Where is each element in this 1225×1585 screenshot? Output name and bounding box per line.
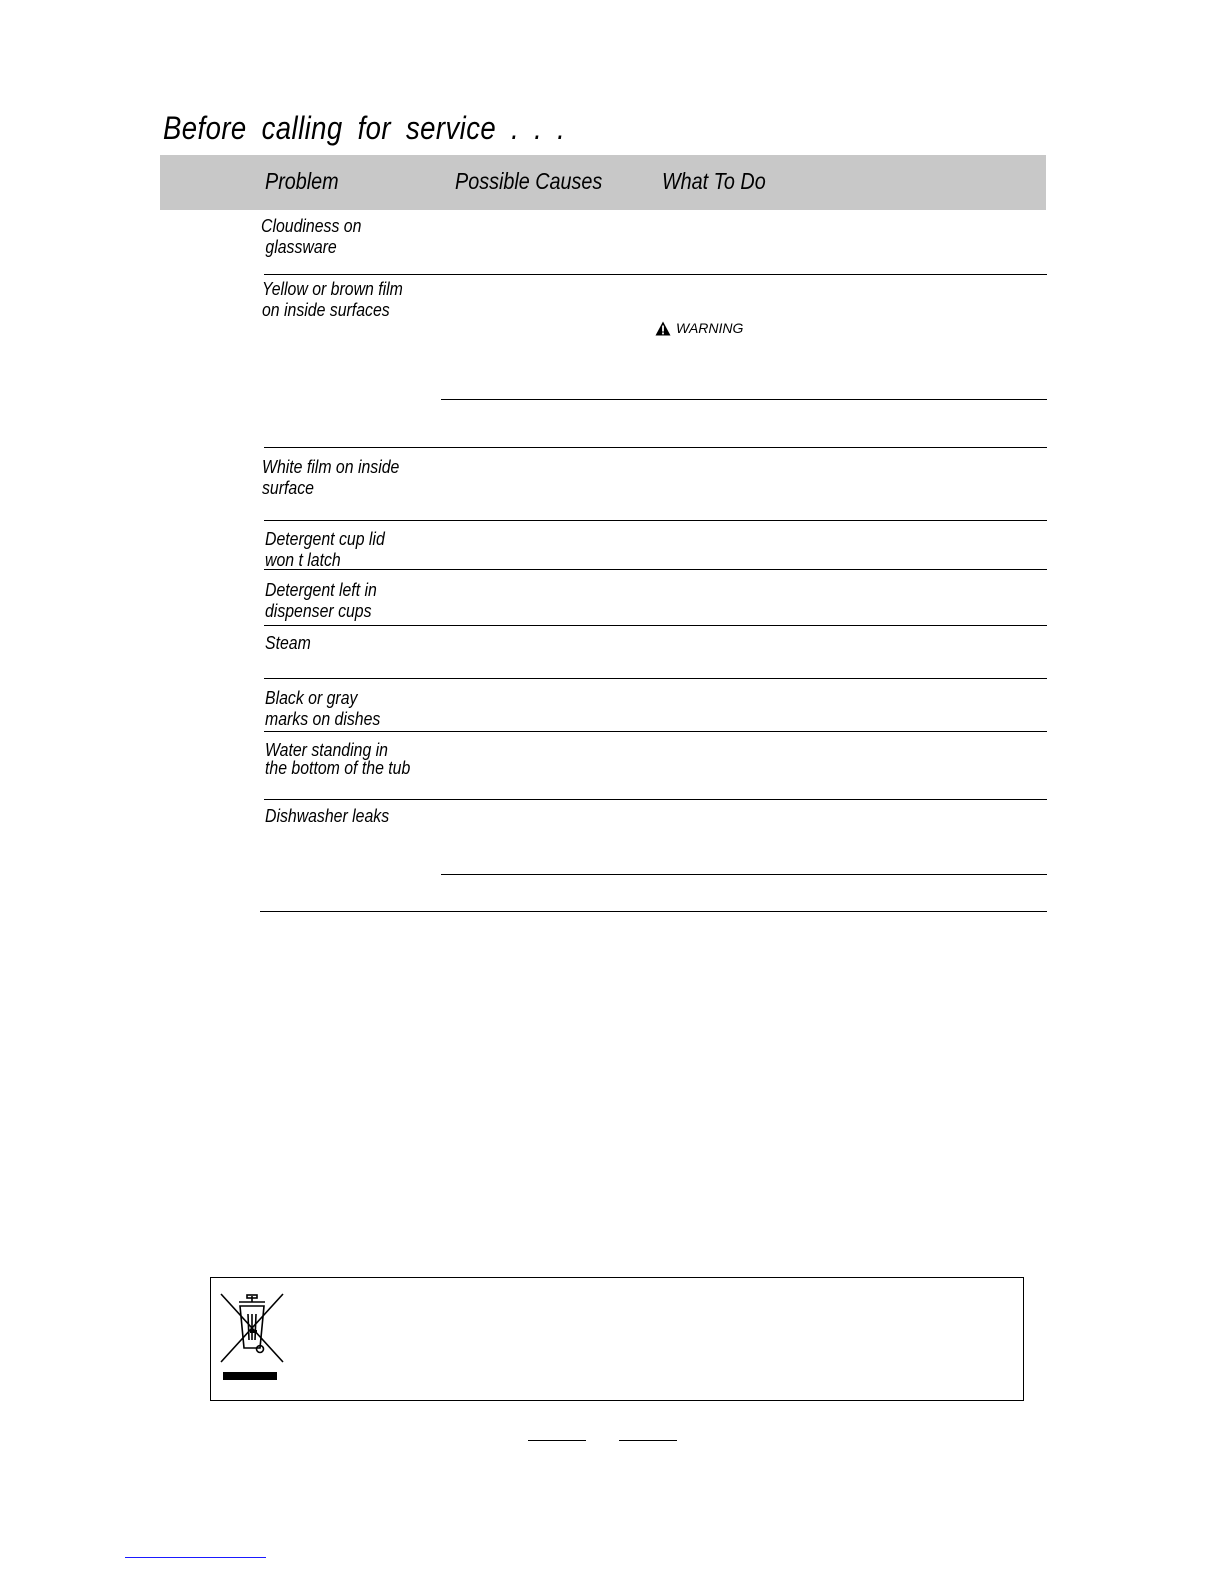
problem-line: glassware xyxy=(261,237,337,257)
problem-yellow-brown-film xyxy=(262,279,403,321)
footer-underline xyxy=(619,1440,677,1441)
problem-line: marks on dishes xyxy=(265,709,381,729)
warning-triangle-icon xyxy=(655,321,671,336)
sub-row-divider xyxy=(441,874,1047,875)
sub-row-divider xyxy=(441,399,1047,400)
problem-line: Yellow or brown film xyxy=(262,279,403,299)
problem-detergent-left xyxy=(265,580,377,622)
problem-line: Detergent left in xyxy=(265,580,377,600)
column-header-problem: Problem xyxy=(265,168,339,194)
row-divider xyxy=(264,569,1047,570)
problem-water-standing xyxy=(265,741,410,777)
problem-steam xyxy=(265,633,311,654)
crossed-out-wheelie-bin-icon xyxy=(219,1292,285,1382)
column-header-what-to-do: What To Do xyxy=(662,168,766,194)
row-divider xyxy=(264,731,1047,732)
problem-line: the bottom of the tub xyxy=(265,758,411,778)
row-divider xyxy=(264,799,1047,800)
row-divider xyxy=(264,447,1047,448)
footer-link-underline[interactable] xyxy=(125,1557,266,1558)
problem-line: Black or gray xyxy=(265,688,358,708)
column-header-possible-causes: Possible Causes xyxy=(455,168,603,194)
problem-detergent-cup-lid xyxy=(265,529,385,571)
row-divider xyxy=(264,274,1047,275)
warning-label xyxy=(655,320,743,336)
row-divider xyxy=(264,520,1047,521)
problem-line: won t latch xyxy=(265,550,341,570)
problem-line: surface xyxy=(262,478,314,498)
row-divider xyxy=(264,625,1047,626)
problem-black-gray-marks xyxy=(265,688,380,730)
problem-line: Steam xyxy=(265,633,311,653)
warning-text: WARNING xyxy=(676,320,744,336)
problem-line: on inside surfaces xyxy=(262,300,390,320)
problem-cloudiness xyxy=(261,216,361,258)
table-bottom-rule xyxy=(260,911,1047,912)
problem-line: Dishwasher leaks xyxy=(265,806,390,826)
problem-line: dispenser cups xyxy=(265,601,372,621)
page-title: Before calling for service . . . xyxy=(163,110,566,146)
footer-underline xyxy=(528,1440,586,1441)
problem-dishwasher-leaks xyxy=(265,806,389,827)
problem-line: Cloudiness on xyxy=(261,216,362,236)
disposal-notice-box xyxy=(210,1277,1024,1401)
problem-line: Detergent cup lid xyxy=(265,529,385,549)
problem-white-film xyxy=(262,457,399,499)
row-divider xyxy=(264,678,1047,679)
problem-line: Water standing in xyxy=(265,740,388,760)
problem-line: White film on inside xyxy=(262,457,400,477)
